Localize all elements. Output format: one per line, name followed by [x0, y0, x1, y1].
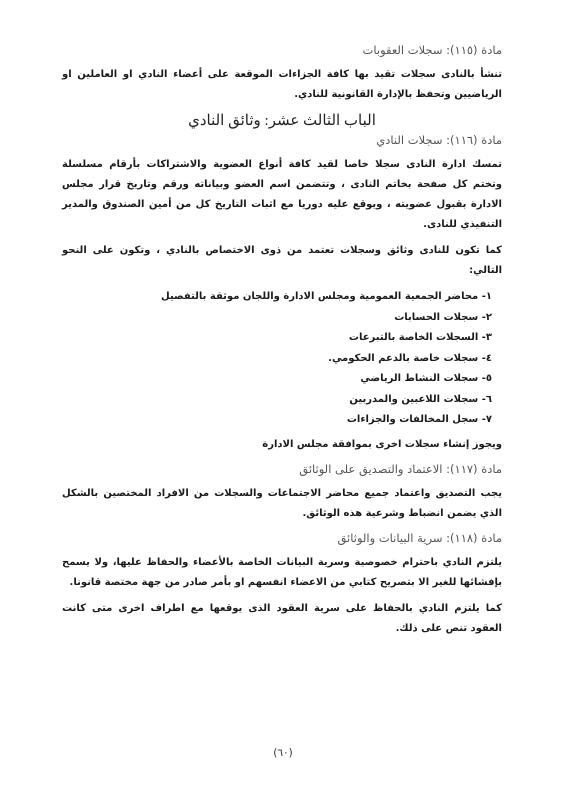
article-118-text-2: كما يلتزم النادي بالحفاظ على سرية العقود الذى يوقعها مع اطراف اخرى متى كانت العقود تنص على ذلك.	[62, 602, 502, 634]
article-115-text: تنشأ بالنادى سجلات تقيد بها كافة الجزاءات الموقعة على أعضاء النادي او العاملين او الرياضيين وتحفظ بالإدارة القانونية للنادي.	[62, 69, 502, 100]
list-item: ٧- سجل المخالفات والجزاءات	[346, 414, 492, 425]
page-content	[62, 42, 502, 645]
list-item: ١- محاضر الجمعية العمومية ومجلس الادارة واللجان موثقة بالتفصيل	[161, 291, 492, 302]
article-117-text: يجب التصديق واعتماد جميع محاضر الاجتماعات والسجلات من الافراد المختصين بالشكل الذي يضمن انضباط وشرعية هذه الوثائق.	[62, 487, 502, 519]
article-118-heading: مادة (١١٨): سرية البيانات والوثائق	[337, 530, 502, 545]
article-116-closing: ويجوز إنشاء سجلات اخرى بموافقة مجلس الادارة	[262, 438, 502, 450]
article-115-heading: مادة (١١٥): سجلات العقوبات	[362, 43, 502, 57]
page-number: (٦٠)	[273, 747, 293, 759]
list-item: ٦- سجلات اللاعبين والمدربين	[349, 393, 492, 405]
article-118-text: يلتزم النادي باحترام خصوصية وسرية البيانات الخاصة بالأعضاء والحفاظ عليها، ولا يسمح بإفشائها للغير الا بتصريح كتابي من الاعضاء انفسهم او بأمر صادر من جهة مختصة قانونا.	[62, 556, 502, 588]
records-list	[62, 287, 502, 431]
article-116-heading: مادة (١١٦): سجلات النادي	[376, 133, 502, 147]
chapter-title: الباب الثالث عشر: وثائق النادي	[188, 113, 376, 129]
list-item: ٥- سجلات النشاط الرياضي	[360, 373, 492, 384]
article-116-text: تمسك ادارة النادى سجلا خاصا لقيد كافة أنواع العضوية والاشتراكات بأرقام مسلسلة وتختم كل صفحة بخاتم النادى ، وتتضمن اسم العضو وبياناته ورقم وتاريخ قرار مجلس الادارة بقبول عضويته ، ويوقع عليه دوريا مع اثبات التاريخ كل من أمين الصندوق والمدير التنفيذي للنادى.	[62, 159, 502, 230]
article-117-heading: مادة (١١٧): الاعتماد والتصديق على الوثائق	[299, 461, 502, 476]
list-item: ٤- سجلات خاصة بالدعم الحكومي.	[328, 352, 492, 364]
article-116-intro: كما تكون للنادى وثائق وسجلات تعتمد من ذوى الاختصاص بالنادي ، وتكون على النحو التالي:	[62, 245, 502, 276]
list-item: ٢- سجلات الحسابات	[394, 311, 492, 323]
list-item: ٣- السجلات الخاصة بالتبرعات	[348, 332, 492, 343]
